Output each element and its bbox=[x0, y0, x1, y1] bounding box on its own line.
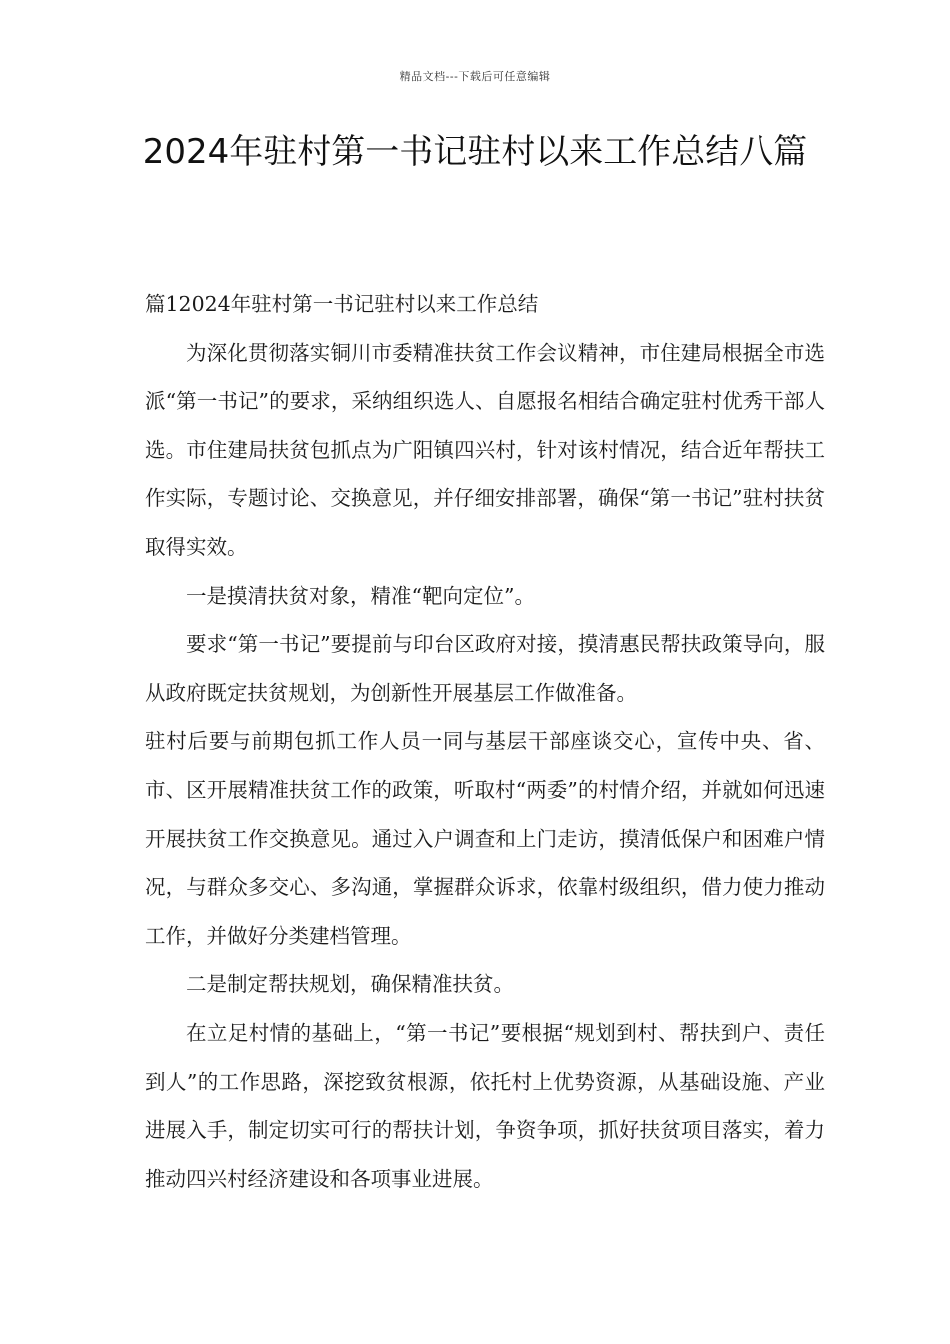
paragraph-intro: 为深化贯彻落实铜川市委精准扶贫工作会议精神，市住建局根据全市选派“第一书记”的要求，采纳组织选人、自愿报名相结合确定驻村优秀干部人选。市住建局扶贫包抓点为广阳镇四兴村，针对该村情况，结合近年帮扶工作实际，专题讨论、交换意见，并仔细安排部署，确保“第一书记”驻村扶贫取得实效。 bbox=[145, 340, 825, 559]
paragraph-point-two: 二是制定帮扶规划，确保精准扶贫。 bbox=[186, 972, 514, 997]
document-title: 2024年驻村第一书记驻村以来工作总结八篇 bbox=[142, 132, 808, 172]
paragraph-planning: 在立足村情的基础上，“第一书记”要根据“规划到村、帮扶到户、责任到人”的工作思路，深挖致贫根源，依托村上优势资源，从基础设施、产业进展入手，制定切实可行的帮扶计划，争资争项，抓好扶贫项目落实，着力推动四兴村经济建设和各项事业进展。 bbox=[145, 1020, 825, 1191]
header-note: 精品文档---下载后可任意编辑 bbox=[399, 70, 551, 83]
paragraph-point-one: 一是摸清扶贫对象，精准“靶向定位”。 bbox=[186, 583, 535, 608]
document-body bbox=[145, 280, 825, 1203]
paragraph-requirements: 要求“第一书记”要提前与印台区政府对接，摸清惠民帮扶政策导向，服从政府既定扶贫规划，为创新性开展基层工作做准备。 bbox=[145, 632, 825, 705]
paragraph-after-arrival: 驻村后要与前期包抓工作人员一同与基层干部座谈交心，宣传中央、省、市、区开展精准扶贫工作的政策，听取村“两委”的村情介绍，并就如何迅速开展扶贫工作交换意见。通过入户调查和上门走访，摸清低保户和困难户情况，与群众多交心、多沟通，掌握群众诉求，依靠村级组织，借力使力推动工作，并做好分类建档管理。 bbox=[145, 729, 825, 948]
section-heading: 篇12024年驻村第一书记驻村以来工作总结 bbox=[145, 292, 539, 316]
